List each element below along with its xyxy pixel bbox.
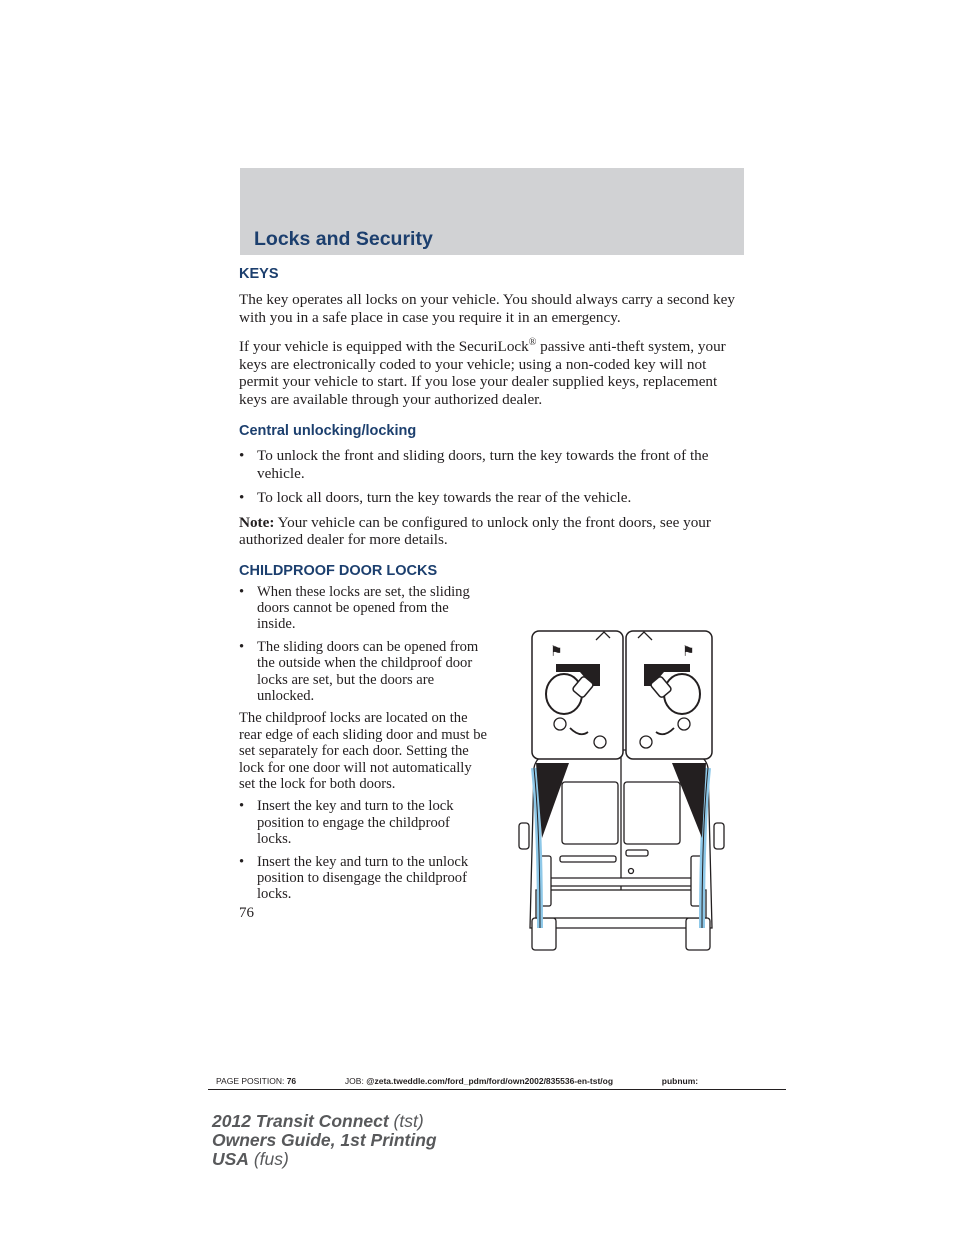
childproof-lock-illustration [514,628,728,954]
pubnum-label: pubnum: [661,1076,699,1086]
lock-closed-icon [678,718,690,730]
lock-open-icon [640,736,652,748]
childproof-heading: CHILDPROOF DOOR LOCKS [239,562,438,579]
page-position-label: PAGE POSITION: [216,1076,285,1086]
note-label: Note: [239,513,275,531]
document-imprint [212,1112,437,1169]
section-header-band [240,168,744,255]
child-icon: ⚑ [550,644,563,660]
keys-paragraph-2-end: passive anti-theft system, your keys are electronically coded to your vehicle; using a non-coded key will not permit your vehicle to start. If you lose your dealer supplied keys, replacement keys are available through your authorized dealer. [239,338,726,408]
imprint-line-2: Owners Guide, 1st Printing [212,1130,437,1150]
childproof-bullet-4: Insert the key and turn to the unlock position to disengage the childproof locks. [257,853,469,903]
lock-open-icon [594,736,606,748]
child-icon: ⚑ [682,644,695,660]
central-bullet-1: To unlock the front and sliding doors, turn the key towards the front of the vehicle. [257,447,709,482]
registered-mark: ® [528,337,537,348]
imprint-line-3: USA (fus) [212,1149,289,1169]
keys-paragraph-2 [239,334,743,408]
note-text: Your vehicle can be configured to unlock only the front doors, see your authorized dealer for more details. [239,513,711,549]
central-locking-heading: Central unlocking/locking [239,423,417,440]
childproof-bullet-2: The sliding doors can be opened from the outside when the childproof door locks are set, but the doors are unlocked. [257,638,479,704]
keys-heading: KEYS [239,266,279,282]
childproof-text-column [239,584,487,903]
page-position-value: 76 [286,1076,297,1086]
imprint-line-1: 2012 Transit Connect (tst) [212,1111,424,1131]
right-lock-detail-panel [626,631,712,759]
page-number: 76 [239,904,254,921]
central-bullet-2: To lock all doors, turn the key towards the rear of the vehicle. [257,489,632,507]
list-item: • Insert the key and turn to the lock position to engage the childproof locks. [239,798,487,847]
job-value: @zeta.tweddle.com/ford_pdm/ford/own2002/835536-en-tst/og [366,1076,614,1086]
list-item: • When these locks are set, the sliding doors cannot be opened from the inside. [239,584,487,633]
childproof-paragraph: The childproof locks are located on the rear edge of each sliding door and must be set separately for each door. Setting the lock for one door will not automatically set the lock for both doors. [239,710,488,793]
list-item: • The sliding doors can be opened from the outside when the childproof door locks are set, but the doors are unlocked. [239,639,487,705]
keys-paragraph-2-start: If your vehicle is equipped with the SecuriLock [239,338,529,356]
childproof-bullet-3: Insert the key and turn to the lock position to engage the childproof locks. [257,798,454,848]
list-item: • Insert the key and turn to the unlock position to disengage the childproof locks. [239,854,487,903]
section-title: Locks and Security [254,228,433,250]
central-note [239,514,743,549]
list-item: • To lock all doors, turn the key towards the rear of the vehicle. [239,489,632,507]
print-job-meta [216,1076,698,1086]
job-label: JOB: [344,1076,364,1086]
footer-divider [208,1089,786,1090]
childproof-bullet-1: When these locks are set, the sliding doors cannot be opened from the inside. [257,583,470,633]
left-lock-detail-panel [532,631,623,759]
keys-paragraph-1: The key operates all locks on your vehicle. You should always carry a second key with you in a safe place in case you require it in an emergency. [239,291,735,326]
list-item: • To unlock the front and sliding doors, turn the key towards the front of the vehicle. [239,447,743,482]
lock-closed-icon [554,718,566,730]
key-icon [664,674,700,714]
